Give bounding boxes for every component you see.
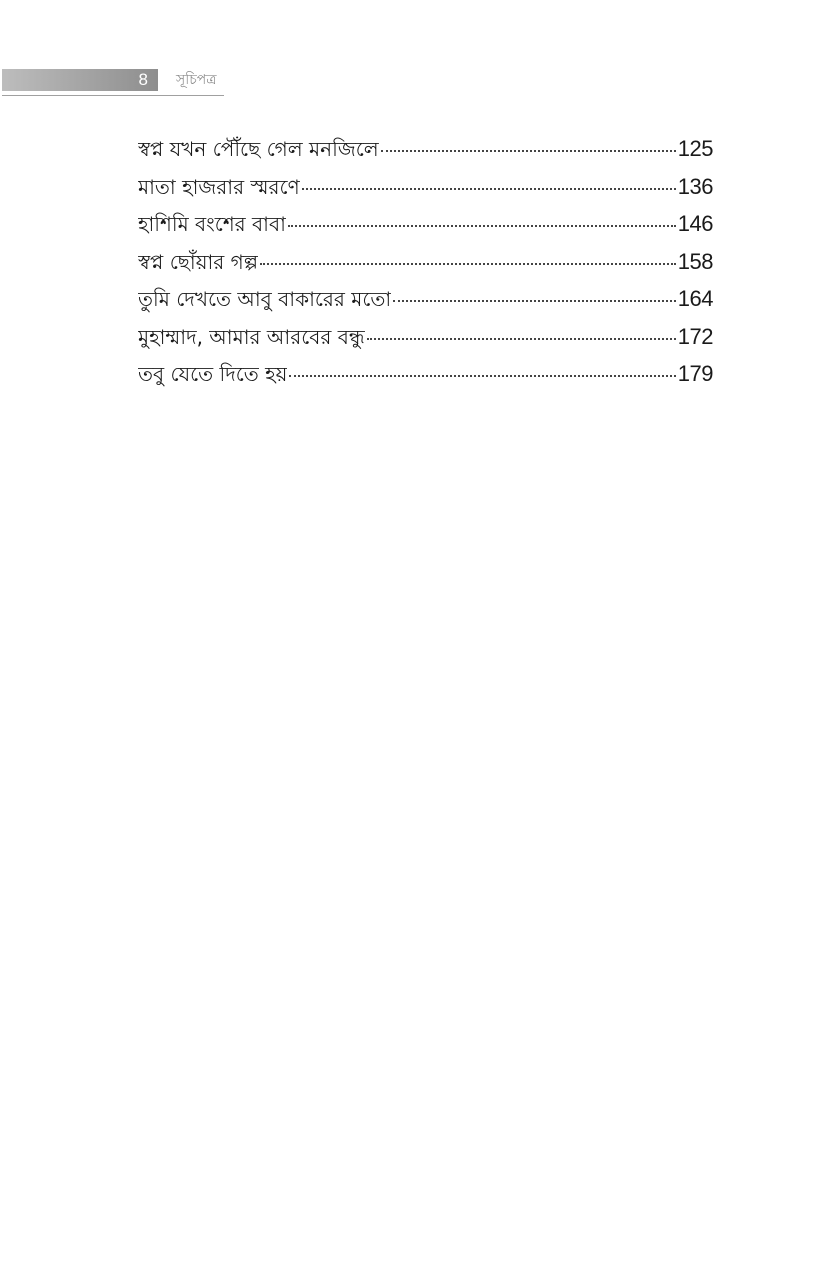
section-title: সূচিপত্র <box>176 72 217 88</box>
toc-entry[interactable] <box>138 359 713 397</box>
toc-dot-leader <box>367 338 676 340</box>
toc-entry-page: 146 <box>677 211 713 236</box>
toc-entry-title: স্বপ্ন ছোঁয়ার গল্প <box>138 249 259 274</box>
toc-entry-page: 158 <box>677 248 713 274</box>
toc-entry[interactable] <box>138 172 713 210</box>
page-number: 8 <box>138 70 148 89</box>
table-of-contents <box>138 134 713 397</box>
toc-entry[interactable] <box>138 322 713 360</box>
toc-entry-title: হাশিমি বংশের বাবা <box>138 212 286 236</box>
toc-entry[interactable] <box>138 247 713 285</box>
toc-dot-leader <box>381 150 676 152</box>
toc-entry-page: 164 <box>677 286 713 311</box>
toc-entry[interactable] <box>138 209 713 247</box>
toc-dot-leader <box>288 225 676 227</box>
toc-dot-leader <box>289 375 675 377</box>
toc-entry-page: 136 <box>677 173 713 199</box>
toc-entry-title: স্বপ্ন যখন পৌঁছে গেল মনজিলে <box>138 137 379 161</box>
toc-entry-title: মুহাম্মাদ, আমার আরবের বন্ধু <box>138 324 365 349</box>
toc-entry-page: 179 <box>677 361 713 386</box>
toc-entry-page: 125 <box>677 136 713 161</box>
toc-entry-title: মাতা হাজরার স্মরণে <box>138 174 300 199</box>
toc-entry-title: তবু যেতে দিতে হয় <box>138 362 288 386</box>
header-rule <box>2 95 224 96</box>
running-header <box>0 67 230 99</box>
page-number-bar <box>2 69 158 91</box>
toc-dot-leader <box>393 300 676 302</box>
toc-entry-title: তুমি দেখতে আবু বাকারের মতো <box>138 287 392 311</box>
toc-dot-leader <box>260 263 676 265</box>
toc-dot-leader <box>302 188 676 190</box>
toc-entry-page: 172 <box>677 323 713 349</box>
toc-entry[interactable] <box>138 284 713 322</box>
toc-entry[interactable] <box>138 134 713 172</box>
